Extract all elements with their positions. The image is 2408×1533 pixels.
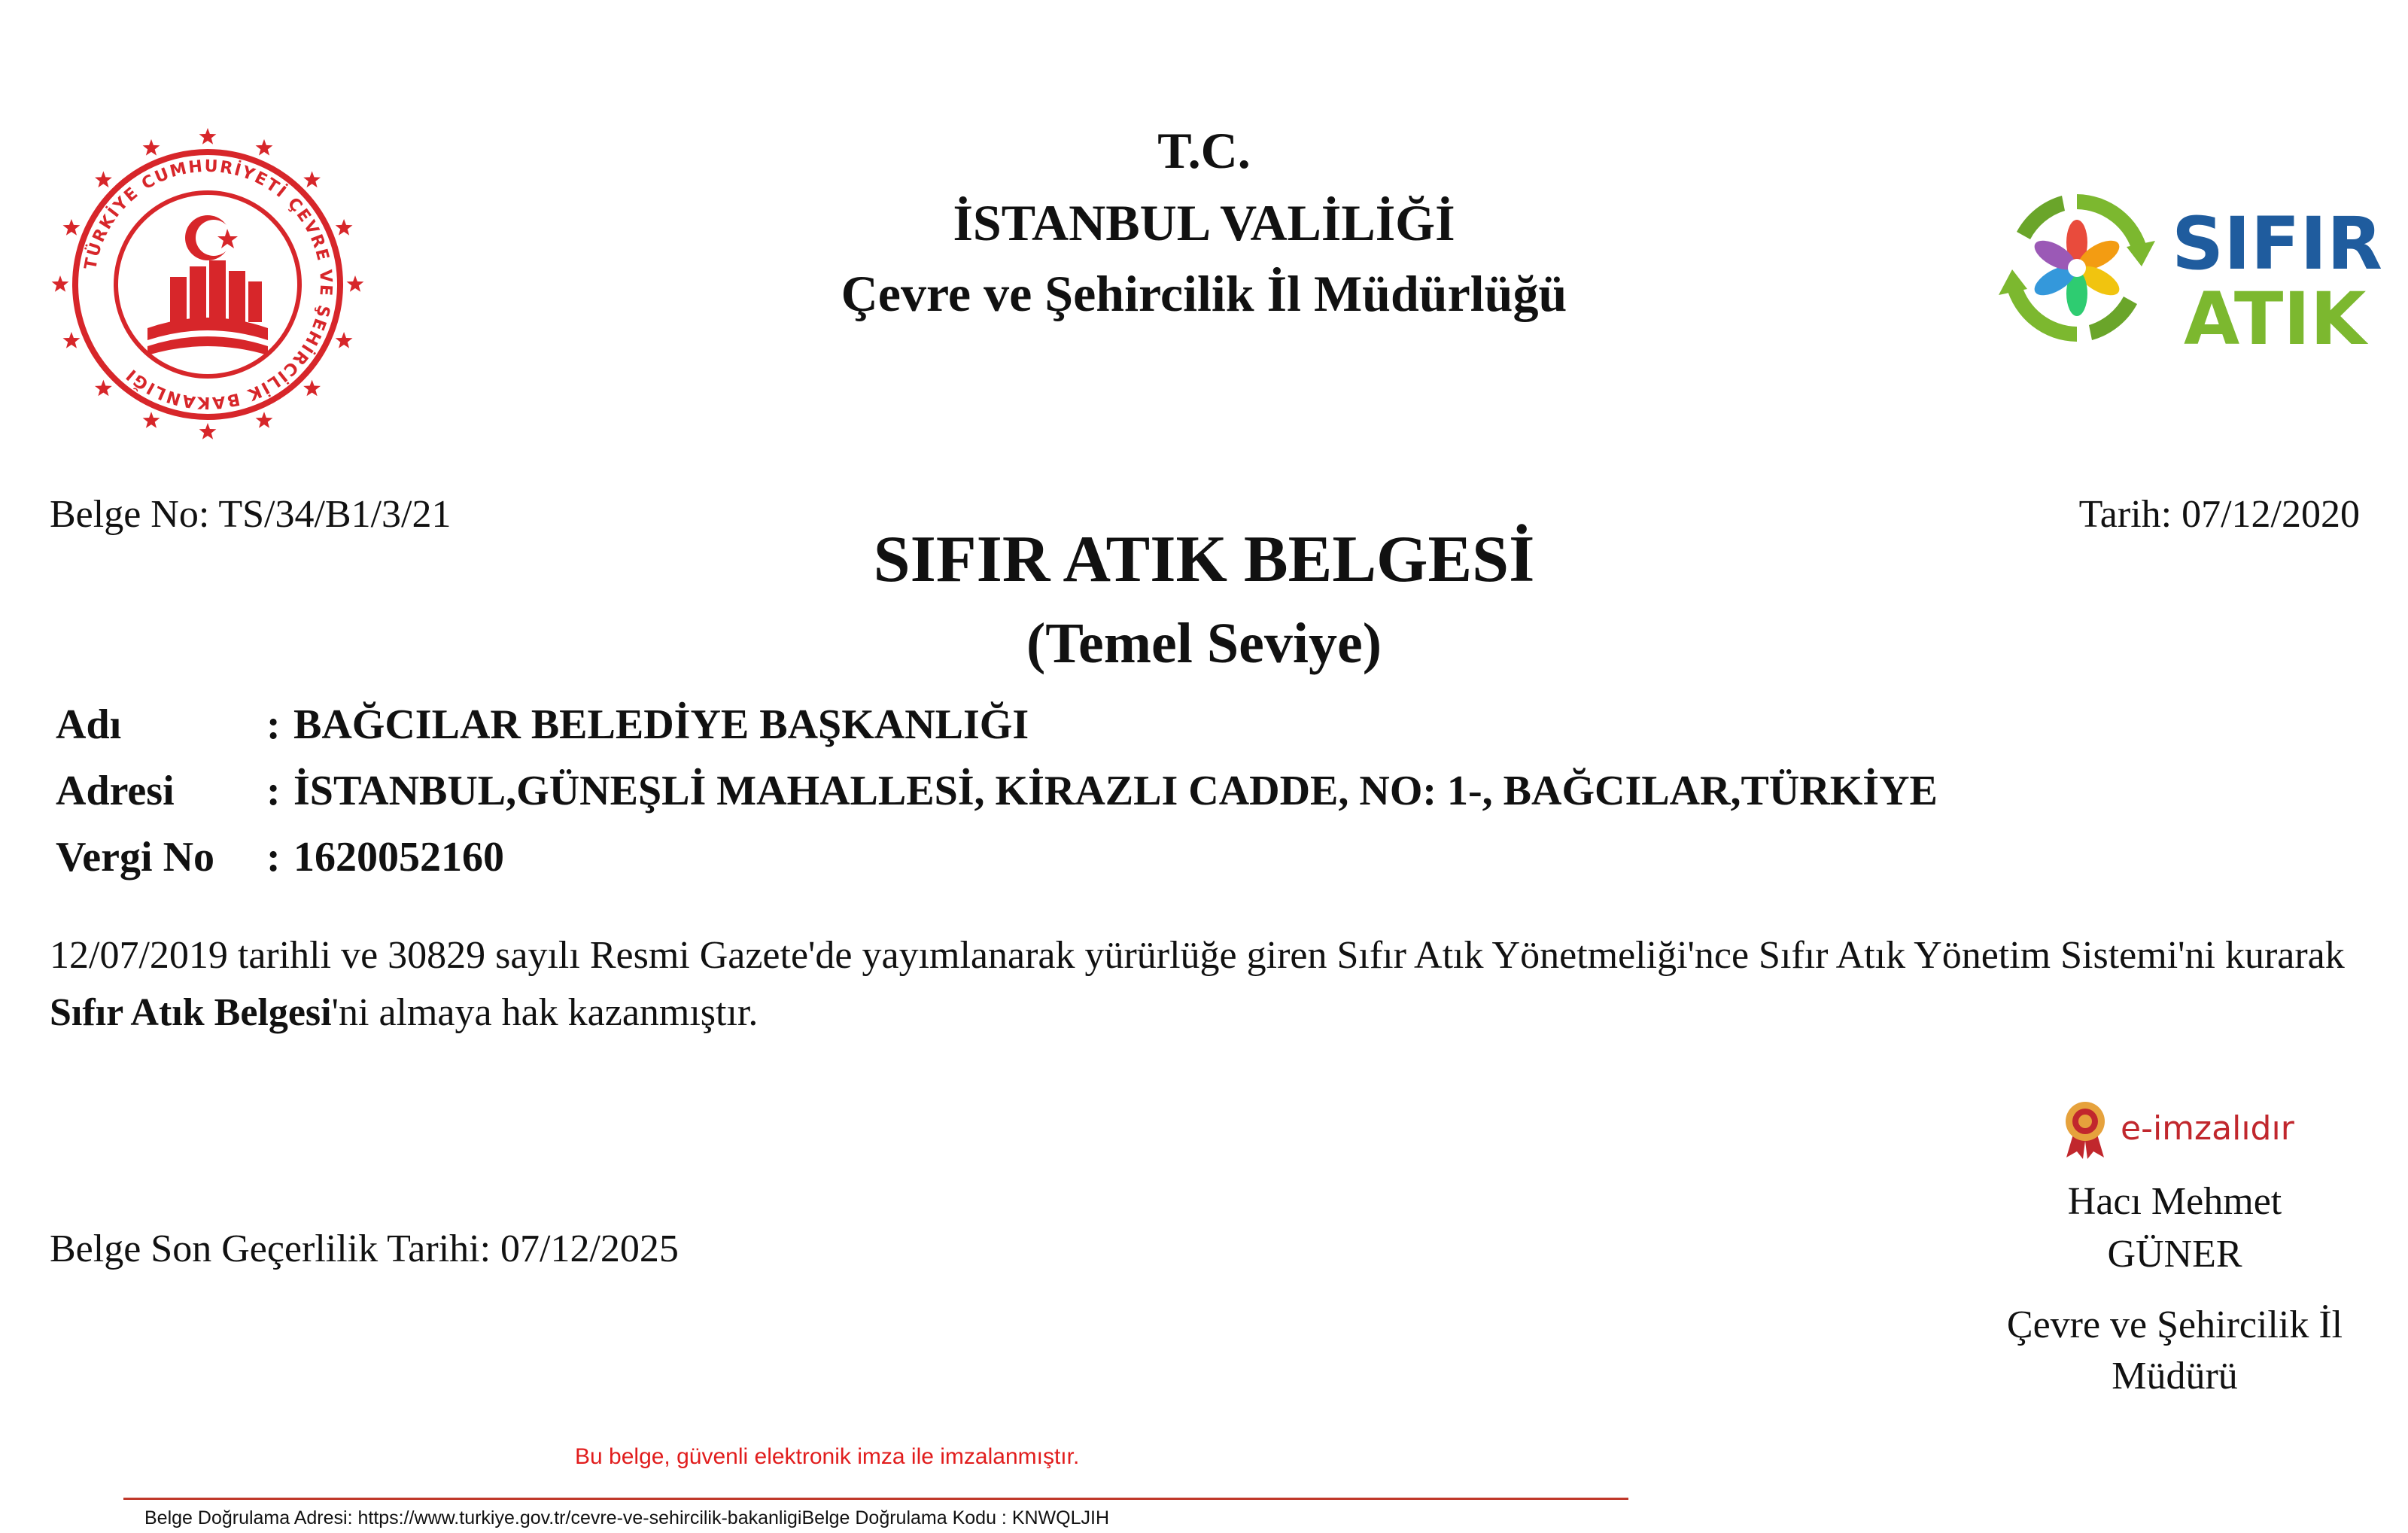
certificate-statement: [50, 927, 2375, 1042]
statement-bold: Sıfır Atık Belgesi: [50, 991, 332, 1034]
field-value-name: BAĞCILAR BELEDİYE BAŞKANLIĞI: [293, 701, 1029, 748]
signer-name-line2: GÜNER: [2107, 1233, 2242, 1276]
zero-waste-logo: [1987, 178, 2383, 366]
field-label: Adı: [56, 701, 122, 748]
seal-star: [303, 380, 321, 397]
ribbon-award-icon: [2059, 1099, 2112, 1159]
recycle-flower-icon: [1987, 178, 2167, 358]
document-date: Tarih: 07/12/2020: [2078, 493, 2360, 536]
field-colon: :: [266, 768, 281, 814]
statement-text-end: 'ni almaya hak kazanmıştır.: [331, 991, 759, 1034]
field-colon: :: [266, 834, 281, 881]
logo-word-atik: ATIK: [2184, 277, 2367, 361]
seal-star: [95, 380, 112, 397]
field-label: Adresi: [56, 768, 175, 814]
header-governorship: İSTANBUL VALİLİĞİ: [953, 194, 1455, 251]
seal-star: [63, 332, 81, 348]
signer-title-line2: Müdürü: [2112, 1355, 2238, 1398]
footer-divider: [123, 1498, 1628, 1500]
validity-date: Belge Son Geçerlilik Tarihi: 07/12/2025: [50, 1227, 679, 1270]
field-value-tax-number: 1620052160: [293, 834, 504, 881]
logo-word-sifir: SIFIR: [2172, 202, 2383, 286]
certificate-title: SIFIR ATIK BELGESİ: [873, 523, 1535, 596]
seal-star: [336, 332, 353, 348]
document-number: Belge No: TS/34/B1/3/21: [50, 493, 451, 536]
seal-ring-text: TÜRKİYE CUMHURİYETİ ÇEVRE VE ŞEHİRCİLİK BAKANLIĞI: [81, 157, 336, 412]
header-directorate: Çevre ve Şehircilik İl Müdürlüğü: [841, 265, 1567, 322]
signer-title-line1: Çevre ve Şehircilik İl: [2006, 1303, 2343, 1346]
field-label: Vergi No: [56, 834, 215, 881]
e-signed-label: e-imzalıdır: [2121, 1109, 2294, 1148]
signer-name-line1: Hacı Mehmet: [2067, 1180, 2282, 1223]
verification-info: Belge Doğrulama Adresi: https://www.turkiye.gov.tr/cevre-ve-sehircilik-bakanligiBelge Doğrulama Kodu : KNWQLJIH: [144, 1507, 1109, 1528]
seal-star: [256, 412, 273, 428]
seal-star: [199, 423, 217, 440]
secure-signature-note: Bu belge, güvenli elektronik imza ile imzalanmıştır.: [575, 1444, 1080, 1469]
header-tc: T.C.: [1157, 122, 1251, 179]
field-value-address: İSTANBUL,GÜNEŞLİ MAHALLESİ, KİRAZLI CADDE, NO: 1-, BAĞCILAR,TÜRKİYE: [293, 768, 1938, 814]
statement-text: 12/07/2019 tarihli ve 30829 sayılı Resmi Gazete'de yayımlanarak yürürlüğe giren Sıfır Atık Yönetmeliği'nce Sıfır Atık Yönetim Sistemi'ni kurarak: [50, 934, 2345, 977]
certificate-level: (Temel Seviye): [1026, 612, 1382, 675]
seal-star: [143, 412, 160, 428]
field-colon: :: [266, 701, 281, 748]
